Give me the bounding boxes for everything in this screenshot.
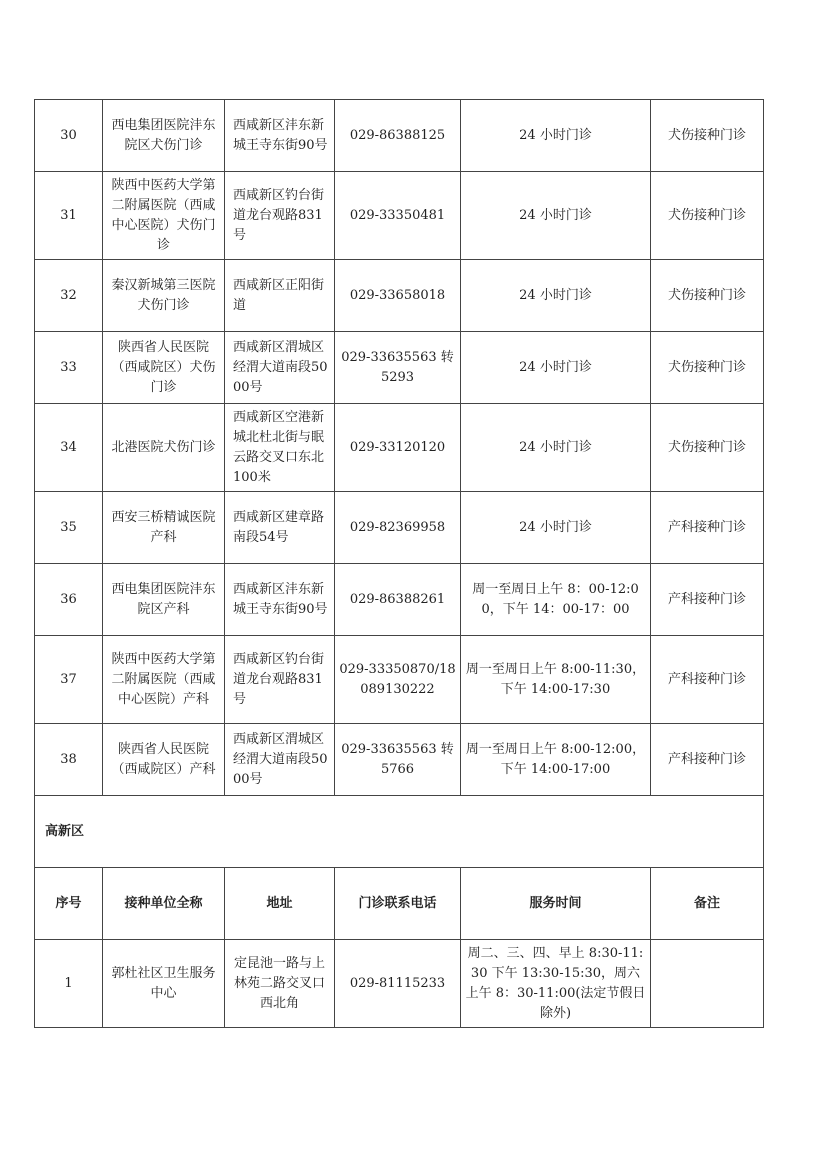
table-row [35,724,764,796]
site-phone: 029-33635563 转 5766 [335,724,461,796]
site-address: 西咸新区渭城区经渭大道南段5000号 [225,332,335,404]
site-note: 犬伤接种门诊 [651,332,764,404]
site-name: 西电集团医院沣东院区犬伤门诊 [103,100,225,172]
site-note [651,940,764,1028]
service-hours: 24 小时门诊 [461,100,651,172]
header-phone: 门诊联系电话 [335,868,461,940]
row-number: 30 [35,100,103,172]
site-phone: 029-86388261 [335,564,461,636]
row-number: 33 [35,332,103,404]
site-address: 定昆池一路与上林苑二路交叉口西北角 [225,940,335,1028]
service-hours: 周二、三、四、早上 8:30-11:30 下午 13:30-15:30，周六上午 8：30-11:00(法定节假日除外) [461,940,651,1028]
header-note: 备注 [651,868,764,940]
site-note: 产科接种门诊 [651,724,764,796]
header-hours: 服务时间 [461,868,651,940]
row-number: 38 [35,724,103,796]
header-row [35,868,764,940]
site-name: 郭杜社区卫生服务中心 [103,940,225,1028]
service-hours: 周一至周日上午 8:00-12:00，下午 14:00-17:00 [461,724,651,796]
service-hours: 24 小时门诊 [461,492,651,564]
section-title: 高新区 [35,796,764,868]
site-phone: 029-82369958 [335,492,461,564]
site-address: 西咸新区钓台街道龙台观路831号 [225,636,335,724]
row-number: 31 [35,172,103,260]
site-note: 犬伤接种门诊 [651,404,764,492]
site-note: 犬伤接种门诊 [651,172,764,260]
table-row [35,940,764,1028]
table-row [35,404,764,492]
site-name: 北港医院犬伤门诊 [103,404,225,492]
section-row [35,796,764,868]
table-row [35,260,764,332]
site-name: 西安三桥精诚医院产科 [103,492,225,564]
row-number: 34 [35,404,103,492]
header-address: 地址 [225,868,335,940]
site-address: 西咸新区钓台街道龙台观路831号 [225,172,335,260]
service-hours: 周一至周日上午 8：00-12:00，下午 14：00-17：00 [461,564,651,636]
site-phone: 029-81115233 [335,940,461,1028]
site-note: 犬伤接种门诊 [651,260,764,332]
site-name: 陕西中医药大学第二附属医院（西咸中心医院）犬伤门诊 [103,172,225,260]
row-number: 37 [35,636,103,724]
table-row [35,492,764,564]
table-row [35,332,764,404]
site-name: 陕西省人民医院（西咸院区）犬伤门诊 [103,332,225,404]
site-phone: 029-33350870/18089130222 [335,636,461,724]
site-phone: 029-33658018 [335,260,461,332]
site-address: 西咸新区沣东新城王寺东街90号 [225,564,335,636]
site-name: 陕西中医药大学第二附属医院（西咸中心医院）产科 [103,636,225,724]
service-hours: 24 小时门诊 [461,332,651,404]
header-no: 序号 [35,868,103,940]
site-name: 陕西省人民医院（西咸院区）产科 [103,724,225,796]
service-hours: 周一至周日上午 8:00-11:30，下午 14:00-17:30 [461,636,651,724]
site-note: 犬伤接种门诊 [651,100,764,172]
site-note: 产科接种门诊 [651,636,764,724]
table-row [35,100,764,172]
table-row [35,636,764,724]
service-hours: 24 小时门诊 [461,260,651,332]
site-address: 西咸新区沣东新城王寺东街90号 [225,100,335,172]
site-phone: 029-33120120 [335,404,461,492]
table-row [35,564,764,636]
site-note: 产科接种门诊 [651,492,764,564]
site-address: 西咸新区建章路南段54号 [225,492,335,564]
table-row [35,172,764,260]
site-address: 西咸新区渭城区经渭大道南段5000号 [225,724,335,796]
site-address: 西咸新区正阳街道 [225,260,335,332]
site-name: 西电集团医院沣东院区产科 [103,564,225,636]
header-name: 接种单位全称 [103,868,225,940]
site-phone: 029-33635563 转 5293 [335,332,461,404]
row-number: 32 [35,260,103,332]
site-name: 秦汉新城第三医院犬伤门诊 [103,260,225,332]
row-number: 1 [35,940,103,1028]
service-hours: 24 小时门诊 [461,404,651,492]
service-hours: 24 小时门诊 [461,172,651,260]
row-number: 35 [35,492,103,564]
site-phone: 029-86388125 [335,100,461,172]
site-note: 产科接种门诊 [651,564,764,636]
row-number: 36 [35,564,103,636]
site-address: 西咸新区空港新城北杜北街与眠云路交叉口东北100米 [225,404,335,492]
site-phone: 029-33350481 [335,172,461,260]
vaccination-sites-table [34,99,764,1028]
